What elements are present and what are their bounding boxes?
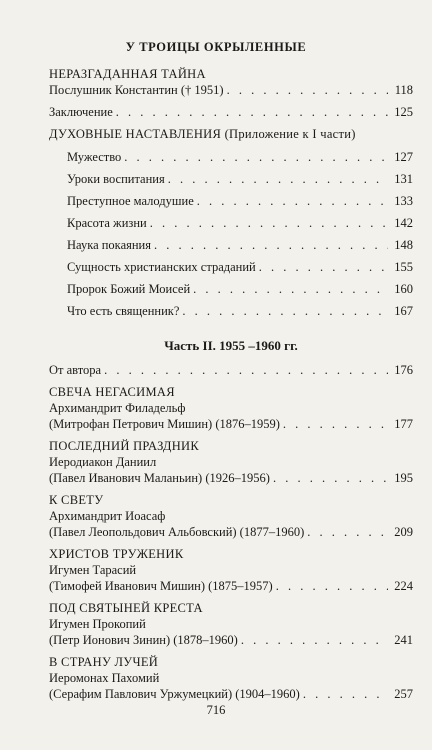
- toc-entry-label: (Тимофей Иванович Мишин) (1875–1957): [49, 579, 273, 593]
- toc-section-heading: ПОСЛЕДНИЙ ПРАЗДНИК: [49, 439, 199, 453]
- toc-entry: [49, 578, 413, 594]
- toc-subentry: [67, 171, 413, 187]
- toc-entry: [49, 632, 413, 648]
- toc-page-number: 167: [394, 304, 413, 318]
- toc-page-number: 195: [394, 471, 413, 485]
- leader-dots: [154, 237, 388, 253]
- toc-page-number: 148: [394, 238, 413, 252]
- toc-page-number: 176: [394, 363, 413, 377]
- leader-dots: [303, 686, 388, 702]
- toc-entry-label: Заключение: [49, 105, 113, 119]
- toc-entry: [49, 104, 413, 120]
- toc-entry-label: Уроки воспитания: [67, 172, 165, 186]
- toc-entry-label: (Павел Иванович Маланьин) (1926–1956): [49, 471, 270, 485]
- leader-dots: [227, 82, 388, 98]
- toc-page-number: 131: [394, 172, 413, 186]
- running-head: У ТРОИЦЫ ОКРЫЛЕННЫЕ: [125, 40, 307, 54]
- leader-dots: [273, 470, 388, 486]
- leader-dots: [241, 632, 388, 648]
- toc-subentry: [67, 193, 413, 209]
- leader-dots: [259, 259, 388, 275]
- leader-dots: [307, 524, 388, 540]
- toc-entry: [49, 82, 413, 98]
- toc-page-number: 257: [394, 687, 413, 701]
- toc-page-number: 118: [394, 83, 413, 97]
- toc-entry-label: Красота жизни: [67, 216, 147, 230]
- toc-entry-subtitle: Архимандрит Филадельф: [49, 401, 186, 415]
- leader-dots: [116, 104, 388, 120]
- leader-dots: [283, 416, 388, 432]
- leader-dots: [276, 578, 388, 594]
- toc-section-heading: ДУХОВНЫЕ НАСТАВЛЕНИЯ (Приложение к I части): [49, 127, 356, 141]
- toc-page-number: 155: [394, 260, 413, 274]
- leader-dots: [124, 149, 388, 165]
- toc-entry-subtitle: Архимандрит Иоасаф: [49, 509, 166, 523]
- toc-entry-label: Что есть священник?: [67, 304, 180, 318]
- toc-entry-label: Послушник Константин († 1951): [49, 83, 224, 97]
- toc-entry-label: Мужество: [67, 150, 122, 164]
- toc-page-number: 160: [394, 282, 413, 296]
- toc-section-heading: ПОД СВЯТЫНЕЙ КРЕСТА: [49, 601, 203, 615]
- leader-dots: [182, 303, 388, 319]
- leader-dots: [150, 215, 388, 231]
- toc-section-heading: В СТРАНУ ЛУЧЕЙ: [49, 655, 159, 669]
- part-title: Часть II. 1955 –1960 гг.: [164, 338, 298, 353]
- toc-page-number: 127: [394, 150, 413, 164]
- toc-page-number: 241: [394, 633, 413, 647]
- toc-subentry: [67, 281, 413, 297]
- toc-section-heading: СВЕЧА НЕГАСИМАЯ: [49, 385, 175, 399]
- toc-entry-subtitle: Иеромонах Пахомий: [49, 671, 160, 685]
- toc-entry-subtitle: Иеродиакон Даниил: [49, 455, 157, 469]
- leader-dots: [168, 171, 388, 187]
- toc-subentry: [67, 259, 413, 275]
- toc-subentry: [67, 149, 413, 165]
- toc-entry-label: От автора: [49, 363, 102, 377]
- toc-page-number: 177: [394, 417, 413, 431]
- toc-page-number: 209: [394, 525, 413, 539]
- toc-section-heading: ХРИСТОВ ТРУЖЕНИК: [49, 547, 184, 561]
- toc-entry-label: Наука покаяния: [67, 238, 151, 252]
- toc-entry-label: (Петр Ионович Зинин) (1878–1960): [49, 633, 238, 647]
- toc-page-number: 133: [394, 194, 413, 208]
- toc-entry-label: Сущность христианских страданий: [67, 260, 256, 274]
- page-number: 716: [206, 703, 226, 717]
- toc-entry: [49, 686, 413, 702]
- toc-entry-label: (Павел Леопольдович Альбовский) (1877–1960): [49, 525, 305, 539]
- leader-dots: [197, 193, 388, 209]
- toc-entry-label: Преступное малодушие: [67, 194, 194, 208]
- toc-entry: [49, 524, 413, 540]
- toc-page-number: 224: [394, 579, 413, 593]
- toc-subentry: [67, 237, 413, 253]
- toc-subentry: [67, 215, 413, 231]
- toc-entry: [49, 416, 413, 432]
- toc-subentry: [67, 303, 413, 319]
- toc-section-heading: К СВЕТУ: [49, 493, 104, 507]
- leader-dots: [104, 362, 388, 378]
- toc-entry: [49, 362, 413, 378]
- toc-entry-label: (Серафим Павлович Уржумецкий) (1904–1960): [49, 687, 300, 701]
- toc-entry-subtitle: Игумен Прокопий: [49, 617, 146, 631]
- toc-section-heading: НЕРАЗГАДАННАЯ ТАЙНА: [49, 67, 206, 81]
- toc-page-number: 125: [394, 105, 413, 119]
- leader-dots: [193, 281, 388, 297]
- toc-page-number: 142: [394, 216, 413, 230]
- toc-entry-label: (Митрофан Петрович Мишин) (1876–1959): [49, 417, 280, 431]
- toc-entry-subtitle: Игумен Тарасий: [49, 563, 137, 577]
- toc-entry: [49, 470, 413, 486]
- toc-entry-label: Пророк Божий Моисей: [67, 282, 191, 296]
